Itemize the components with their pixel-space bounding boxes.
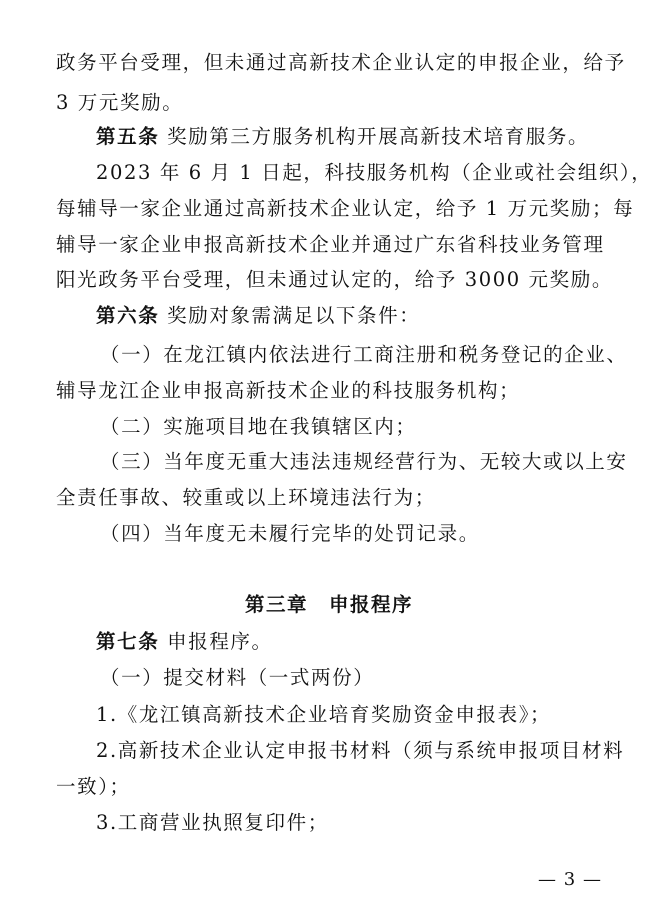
text-line: 全责任事故、较重或以上环境违法行为； — [56, 486, 436, 509]
text-line: 政务平台受理，但未通过高新技术企业认定的申报企业，给予 — [56, 51, 626, 74]
chapter-heading: 第三章 申报程序 — [244, 593, 413, 616]
article-label: 第六条 — [96, 304, 160, 327]
text-line: 每辅导一家企业通过高新技术企业认定，给予 1 万元奖励；每 — [56, 197, 635, 220]
text-line: 阳光政务平台受理，但未通过认定的，给予 3000 元奖励。 — [56, 268, 613, 291]
text-line: （一）提交材料（一式两份） — [100, 666, 375, 689]
article-text: 奖励对象需满足以下条件： — [167, 304, 421, 327]
article-label: 第五条 — [96, 125, 160, 148]
text-line: 辅导一家企业申报高新技术企业并通过广东省科技业务管理 — [56, 233, 605, 256]
text-line: 2023 年 6 月 1 日起，科技服务机构（企业或社会组织）， — [96, 161, 653, 184]
article-7 — [96, 624, 616, 660]
text-line: 2.高新技术企业认定申报书材料（须与系统申报项目材料 — [96, 739, 625, 762]
article-text: 申报程序。 — [167, 630, 273, 653]
text-line: 3.工商营业执照复印件； — [96, 811, 329, 834]
article-6 — [96, 298, 616, 334]
text-line: 辅导龙江企业申报高新技术企业的科技服务机构； — [56, 379, 521, 402]
article-5 — [96, 119, 616, 155]
page-number: — 3 — — [538, 869, 602, 890]
text-line: （三）当年度无重大违法违规经营行为、无较大或以上安 — [100, 450, 628, 473]
article-text: 奖励第三方服务机构开展高新技术培育服务。 — [167, 125, 590, 148]
text-line: 一致）； — [56, 775, 131, 798]
article-label: 第七条 — [96, 630, 160, 653]
text-line: （二）实施项目地在我镇辖区内； — [100, 415, 417, 438]
text-line: （一）在龙江镇内依法进行工商注册和税务登记的企业、 — [100, 343, 628, 366]
text-line: 1.《龙江镇高新技术企业培育奖励资金申报表》； — [96, 703, 552, 726]
text-line: （四）当年度无未履行完毕的处罚记录。 — [100, 522, 480, 545]
text-line: 3 万元奖励。 — [56, 91, 184, 114]
